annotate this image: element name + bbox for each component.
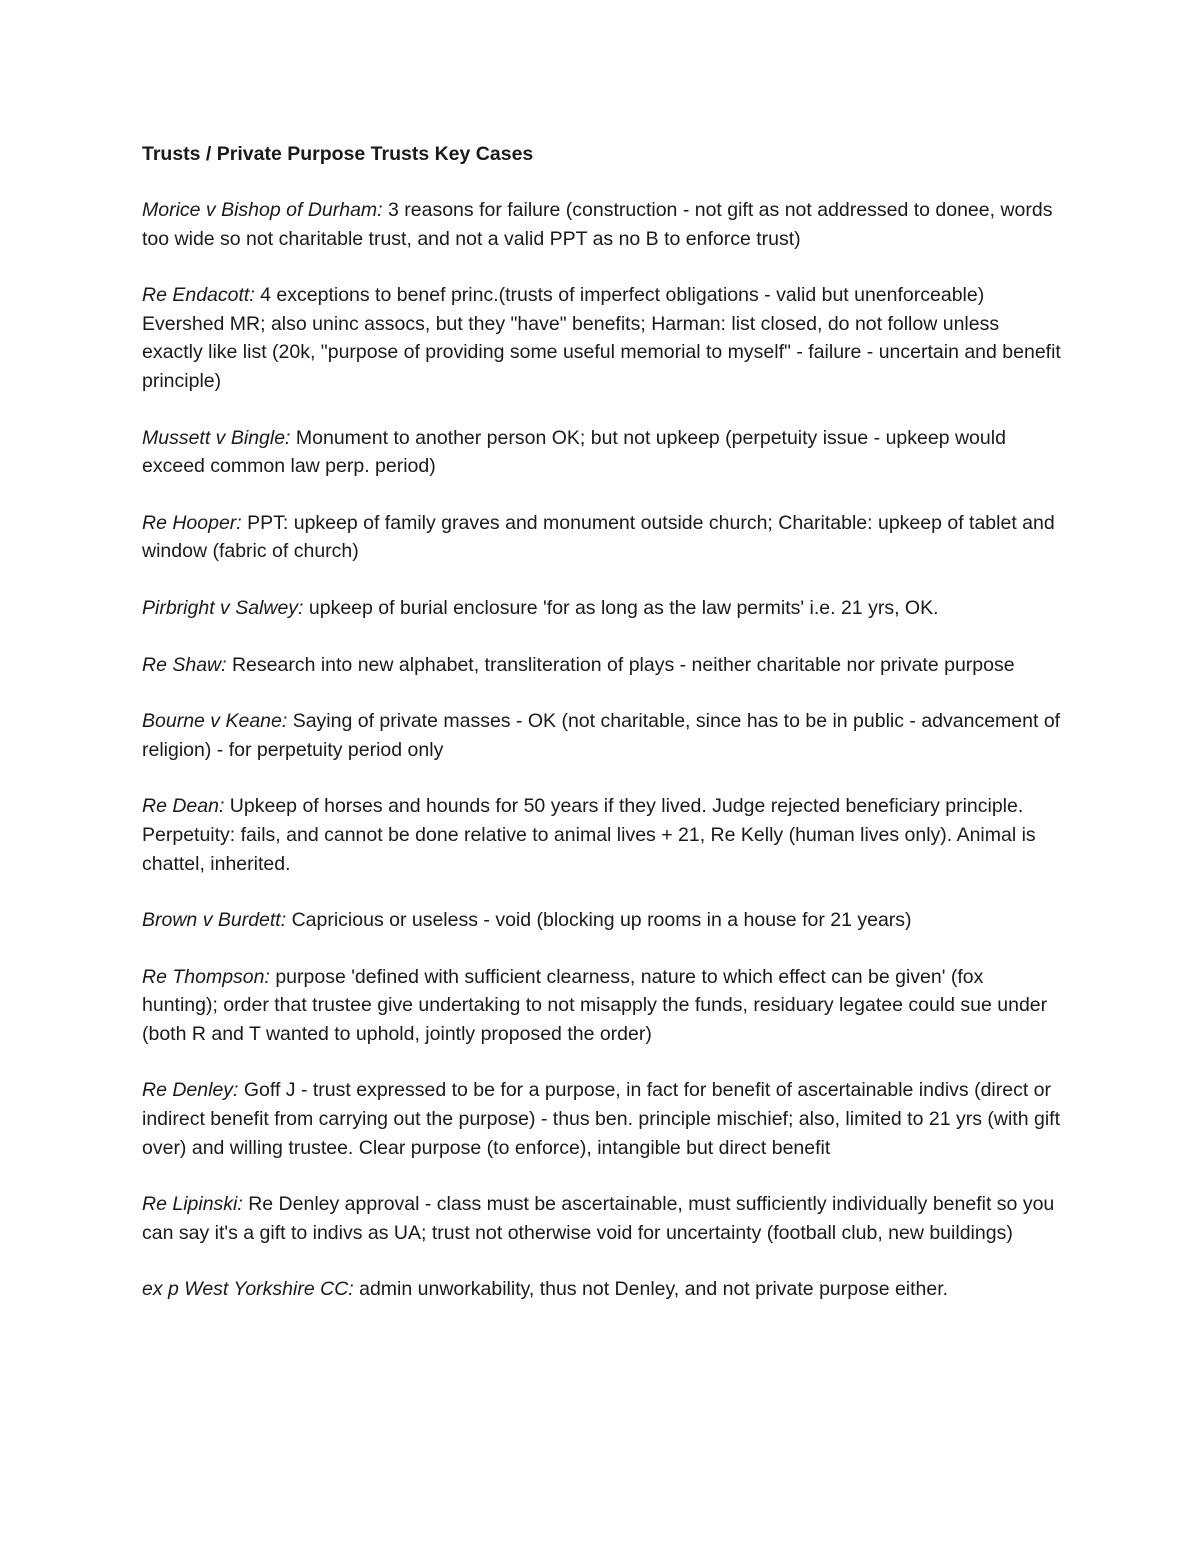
case-entry xyxy=(142,651,1062,680)
case-entry xyxy=(142,1076,1062,1162)
case-name: Re Endacott: xyxy=(142,284,255,307)
case-entry xyxy=(142,281,1062,395)
case-text: 4 exceptions to benef princ.(trusts of imperfect obligations - valid but unenforceable) Evershed MR; also uninc assocs, but they "have" benefits; Harman: list closed, do not follow unless exactly like list (20k, "purpose of providing some useful memorial to myself" - failure - uncertain and benefit principle) xyxy=(142,284,1061,392)
case-entry xyxy=(142,792,1062,878)
case-entry xyxy=(142,963,1062,1049)
case-name: Re Shaw: xyxy=(142,653,227,676)
case-name: Bourne v Keane: xyxy=(142,710,288,733)
case-name: Re Dean: xyxy=(142,795,225,818)
case-name: Mussett v Bingle: xyxy=(142,426,291,449)
case-name: ex p West Yorkshire CC: xyxy=(142,1278,354,1301)
case-entry xyxy=(142,1190,1062,1247)
case-text: purpose 'defined with sufficient clearness, nature to which effect can be given' (fox hunting); order that trustee give undertaking to not misapply the funds, residuary legatee could sue under (both R and T wanted to uphold, jointly proposed the order) xyxy=(142,965,1048,1045)
case-entry xyxy=(142,1275,1062,1304)
case-text: Research into new alphabet, transliteration of plays - neither charitable nor private purpose xyxy=(226,653,1015,676)
case-name: Re Lipinski: xyxy=(142,1193,243,1216)
case-text: Capricious or useless - void (blocking up rooms in a house for 21 years) xyxy=(286,909,912,932)
document-title: Trusts / Private Purpose Trusts Key Cases xyxy=(142,143,534,165)
case-name: Pirbright v Salwey: xyxy=(142,596,304,619)
case-name: Re Hooper: xyxy=(142,511,242,534)
case-text: upkeep of burial enclosure 'for as long as the law permits' i.e. 21 yrs, OK. xyxy=(303,596,939,619)
case-entry xyxy=(142,906,1062,935)
case-entry xyxy=(142,424,1062,481)
case-entry xyxy=(142,509,1062,566)
document-page xyxy=(142,140,1062,1332)
case-entry xyxy=(142,594,1062,623)
case-text: Goff J - trust expressed to be for a purpose, in fact for benefit of ascertainable indivs (direct or indirect benefit from carrying out the purpose) - thus ben. principle mischief; also, limited to 21 yrs (with gift over) and willing trustee. Clear purpose (to enforce), intangible but direct benefit xyxy=(142,1079,1060,1159)
case-text: PPT: upkeep of family graves and monument outside church; Charitable: upkeep of tablet and window (fabric of church) xyxy=(142,511,1055,563)
case-name: Brown v Burdett: xyxy=(142,909,287,932)
case-text: Monument to another person OK; but not upkeep (perpetuity issue - upkeep would exceed common law perp. period) xyxy=(142,426,1006,478)
case-text: 3 reasons for failure (construction - not gift as not addressed to donee, words too wide so not charitable trust, and not a valid PPT as no B to enforce trust) xyxy=(142,199,1053,250)
case-text: Upkeep of horses and hounds for 50 years if they lived. Judge rejected beneficiary principle. Perpetuity: fails, and cannot be done relative to animal lives + 21, Re Kelly (human lives only). Animal is chattel, inherited. xyxy=(142,795,1036,875)
case-name: Morice v Bishop of Durham: xyxy=(142,199,383,221)
case-text: Re Denley approval - class must be ascertainable, must sufficiently individually benefit so you can say it's a gift to indivs as UA; trust not otherwise void for uncertainty (football club, new buildings) xyxy=(142,1193,1055,1244)
case-name: Re Denley: xyxy=(142,1079,239,1102)
case-entry xyxy=(142,707,1062,764)
case-text: admin unworkability, thus not Denley, and not private purpose either. xyxy=(353,1278,949,1301)
case-entry xyxy=(142,196,1062,253)
case-name: Re Thompson: xyxy=(142,965,270,988)
case-text: Saying of private masses - OK (not charitable, since has to be in public - advancement of religion) - for perpetuity period only xyxy=(142,710,1061,761)
